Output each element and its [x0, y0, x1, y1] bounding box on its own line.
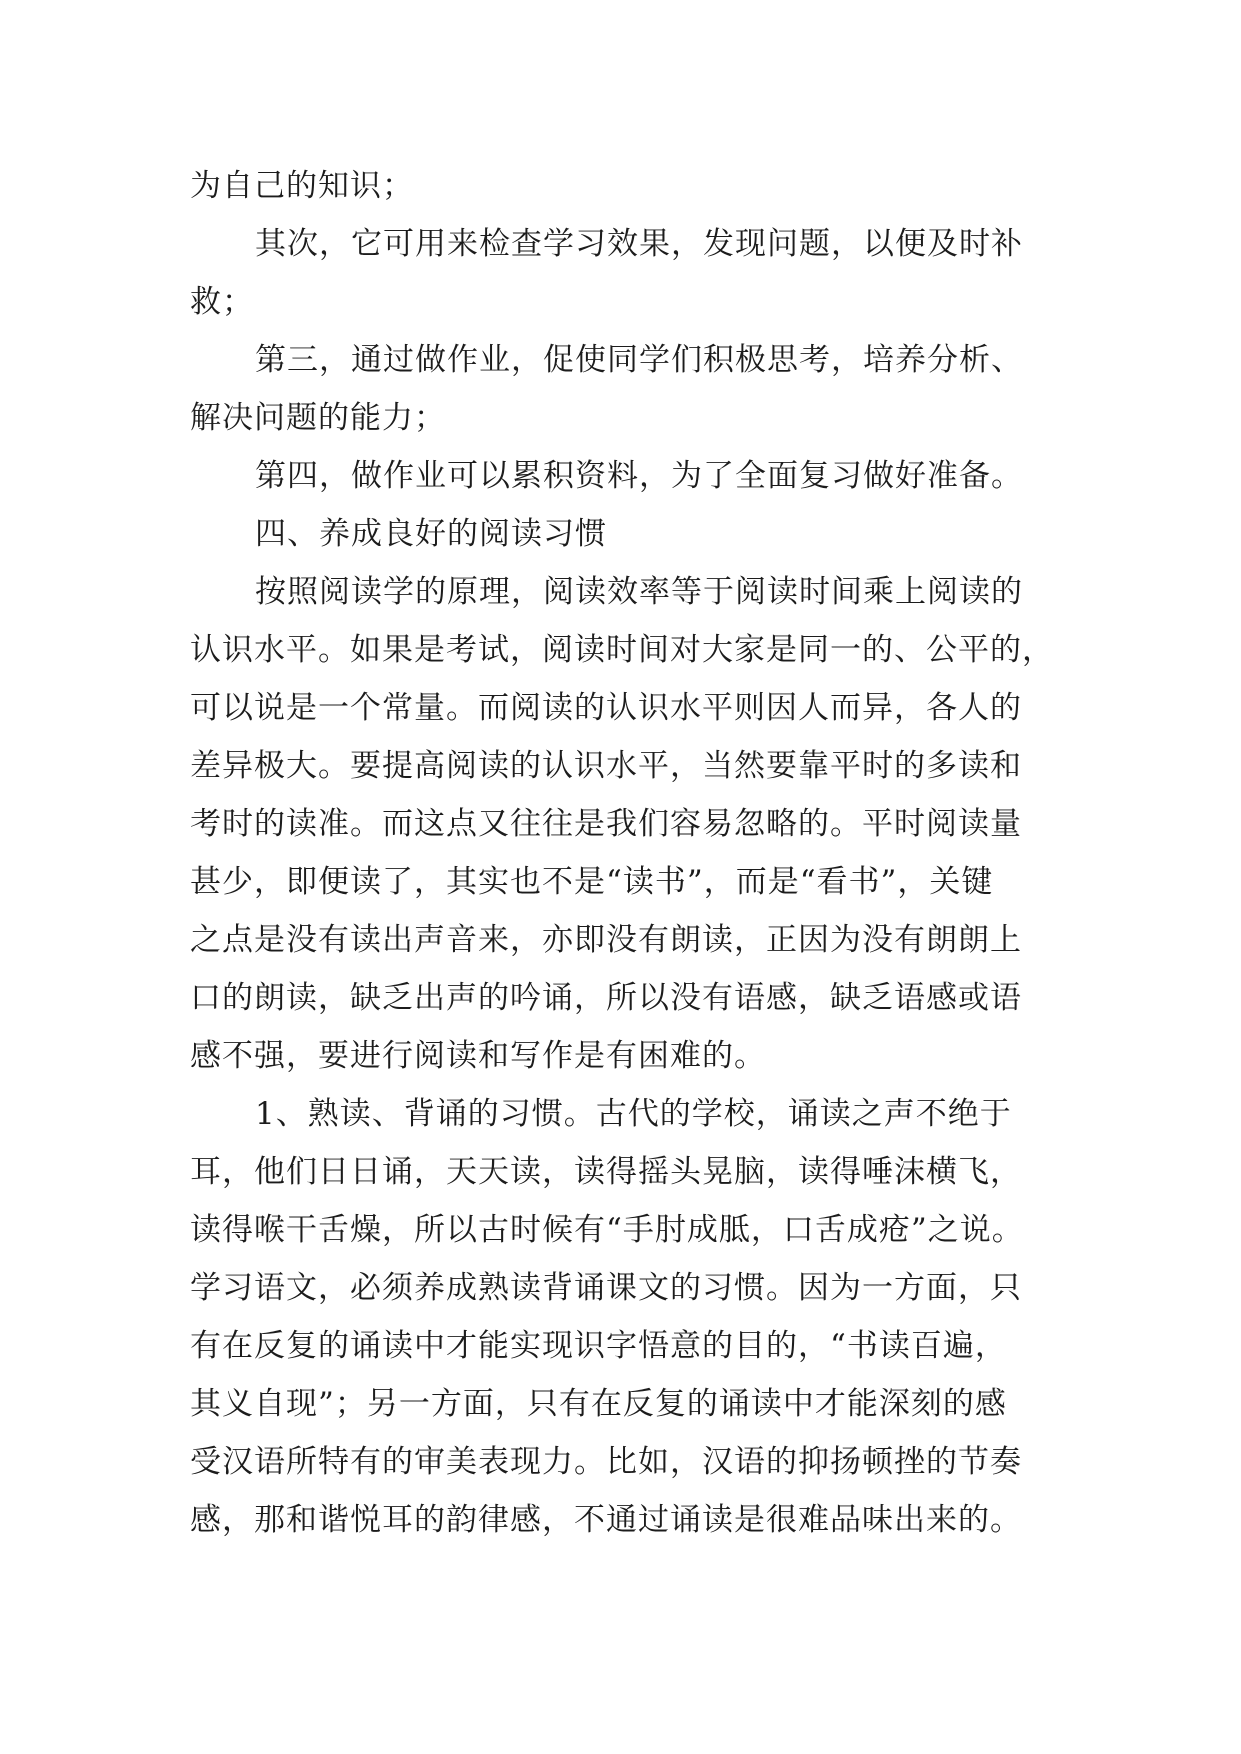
text-line-16: 感不强，要进行阅读和写作是有困难的。 — [190, 1038, 766, 1074]
text-line-5: 解决问题的能力； — [190, 400, 446, 436]
paragraph-first-line-17: 1、熟读、背诵的习惯。古代的学校，诵读之声不绝于 — [255, 1096, 1012, 1132]
text-line-18: 耳，他们日日诵，天天读，读得摇头晃脑，读得唾沫横飞， — [190, 1154, 1022, 1190]
text-line-12: 考时的读准。而这点又往往是我们容易忽略的。平时阅读量 — [190, 806, 1022, 842]
text-line-1: 为自己的知识； — [190, 168, 414, 204]
paragraph-first-line-8: 按照阅读学的原理，阅读效率等于阅读时间乘上阅读的 — [255, 574, 1023, 610]
text-line-24: 感，那和谐悦耳的韵律感，不通过诵读是很难品味出来的。 — [190, 1502, 1022, 1538]
paragraph-first-line-6: 第四，做作业可以累积资料，为了全面复习做好准备。 — [255, 458, 1023, 494]
text-line-15: 口的朗读，缺乏出声的吟诵，所以没有语感，缺乏语感或语 — [190, 980, 1022, 1016]
text-line-21: 有在反复的诵读中才能实现识字悟意的目的，“书读百遍， — [190, 1328, 1007, 1364]
text-line-13: 甚少，即便读了，其实也不是“读书”，而是“看书”，关键 — [190, 864, 994, 900]
paragraph-first-line-2: 其次，它可用来检查学习效果，发现问题，以便及时补 — [255, 226, 1023, 262]
text-line-9: 认识水平。如果是考试，阅读时间对大家是同一的、公平的， — [190, 632, 1054, 668]
text-line-22: 其义自现”；另一方面，只有在反复的诵读中才能深刻的感 — [190, 1386, 1007, 1422]
text-line-14: 之点是没有读出声音来，亦即没有朗读，正因为没有朗朗上 — [190, 922, 1022, 958]
paragraph-first-line-4: 第三，通过做作业，促使同学们积极思考，培养分析、 — [255, 342, 1023, 378]
text-line-23: 受汉语所特有的审美表现力。比如，汉语的抑扬顿挫的节奏 — [190, 1444, 1022, 1480]
text-line-3: 救； — [190, 284, 254, 320]
section-heading: 四、养成良好的阅读习惯 — [255, 516, 607, 552]
text-line-11: 差异极大。要提高阅读的认识水平，当然要靠平时的多读和 — [190, 748, 1022, 784]
text-line-10: 可以说是一个常量。而阅读的认识水平则因人而异，各人的 — [190, 690, 1022, 726]
text-line-20: 学习语文，必须养成熟读背诵课文的习惯。因为一方面，只 — [190, 1270, 1022, 1306]
text-line-19: 读得喉干舌燥，所以古时候有“手肘成胝，口舌成疮”之说。 — [190, 1212, 1024, 1248]
